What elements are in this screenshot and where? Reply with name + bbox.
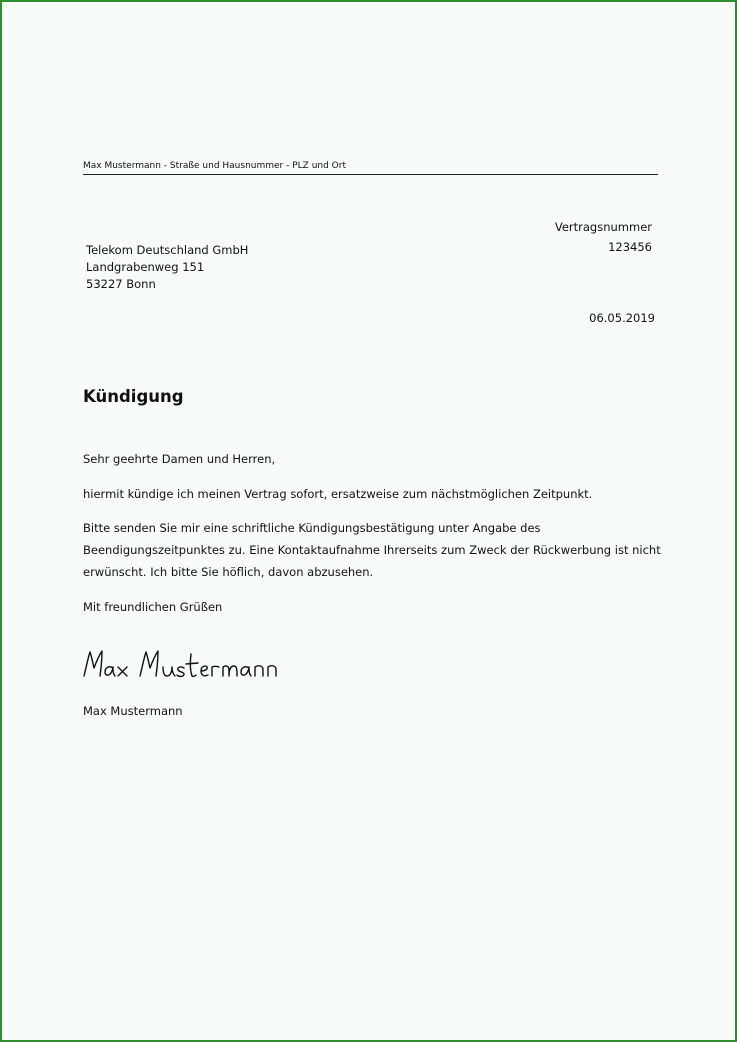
contract-number: 123456 (608, 240, 652, 254)
body-paragraph: Bitte senden Sie mir eine schriftliche Kündigungsbestätigung unter Angabe des Beendigungszeitpunktes zu. Eine Kontaktaufnahme Ihrerseits zum Zweck der Rückwerbung ist nicht erwünscht. Ich bitte Sie höflich, davon abzusehen. (83, 521, 661, 579)
contract-info (555, 217, 652, 257)
recipient-city: 53227 Bonn (86, 277, 156, 291)
signer-name: Max Mustermann (83, 704, 183, 718)
recipient-company: Telekom Deutschland GmbH (86, 243, 249, 257)
letter-subject: Kündigung (83, 387, 184, 406)
handwritten-signature (80, 642, 290, 688)
letter-date: 06.05.2019 (589, 311, 655, 325)
recipient-address (86, 242, 248, 293)
sender-address-line: Max Mustermann - Straße und Hausnummer - PLZ und Ort (83, 160, 658, 175)
salutation: Sehr geehrte Damen und Herren, (83, 452, 276, 466)
contract-label: Vertragsnummer (554, 220, 652, 234)
body-paragraph: hiermit kündige ich meinen Vertrag sofort, ersatzweise zum nächstmöglichen Zeitpunkt. (83, 487, 593, 501)
recipient-street: Landgrabenweg 151 (86, 260, 205, 274)
closing: Mit freundlichen Grüßen (83, 600, 223, 614)
